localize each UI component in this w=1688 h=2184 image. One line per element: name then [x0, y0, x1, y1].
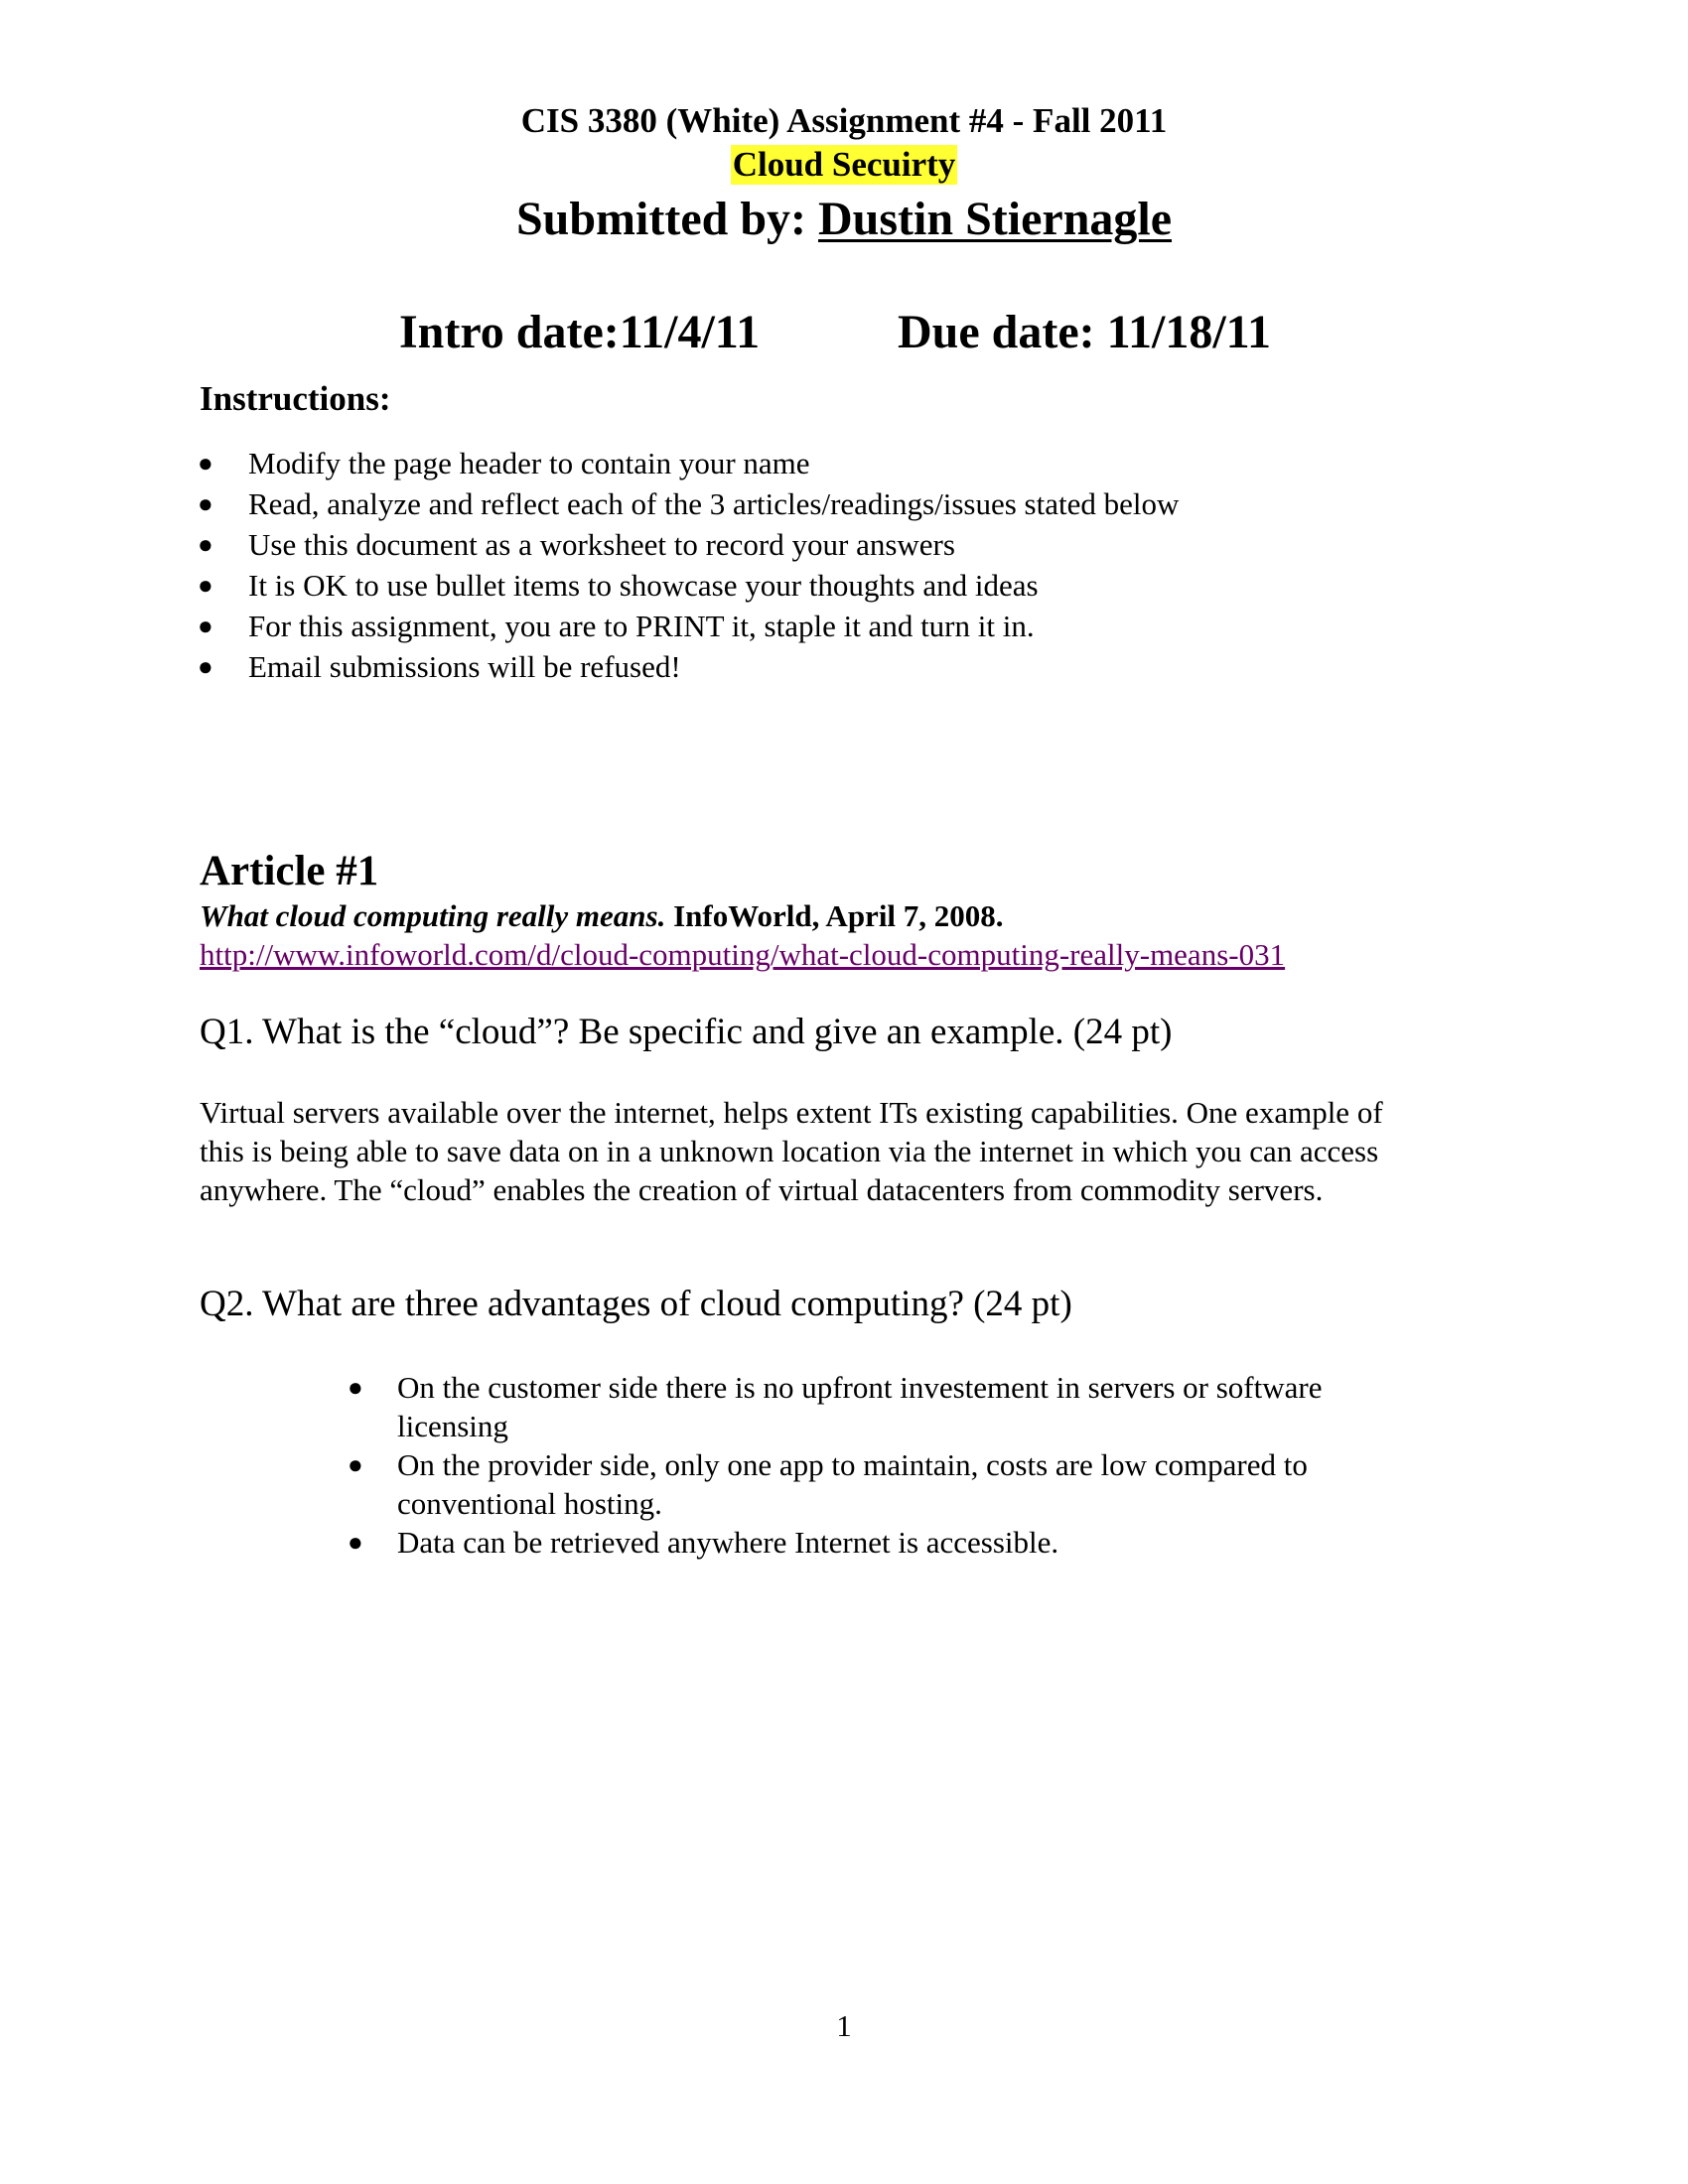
list-item: ● Data can be retrieved anywhere Internet is accessible. — [348, 1525, 1059, 1560]
answer-line: anywhere. The “cloud” enables the creation of virtual datacenters from commodity servers. — [200, 1172, 1324, 1207]
article-citation — [200, 897, 1004, 935]
article-link[interactable]: http://www.infoworld.com/d/cloud-computing/what-cloud-computing-really-means-031 — [200, 937, 1286, 972]
student-name: Dustin Stiernagle — [818, 193, 1173, 245]
instructions-heading: Instructions: — [200, 379, 391, 418]
list-item: ● On the customer side there is no upfront investement in servers or software licensing — [348, 1370, 1323, 1443]
citation-title: What cloud computing really means. — [200, 898, 666, 933]
submitted-by — [0, 191, 1688, 248]
bullet-icon: ● — [198, 489, 213, 518]
question-1: Q1. What is the “cloud”? Be specific and give an example. (24 pt) — [200, 1012, 1173, 1052]
page-number: 1 — [836, 2008, 852, 2043]
answer-1 — [200, 1093, 1500, 1209]
course-title: CIS 3380 (White) Assignment #4 - Fall 2011 — [520, 101, 1168, 140]
article-heading: Article #1 — [200, 848, 379, 894]
answer-line: Virtual servers available over the internet, helps extent ITs existing capabilities. One example of — [200, 1095, 1383, 1130]
topic-highlight: Cloud Secuirty — [732, 145, 956, 184]
bullet-icon: ● — [348, 1528, 363, 1557]
bullet-icon: ● — [348, 1373, 363, 1402]
list-item: ● On the provider side, only one app to maintain, costs are low compared to conventional hosting. — [348, 1447, 1308, 1521]
advantages-list — [0, 1368, 1430, 1562]
answer-line: this is being able to save data on in a unknown location via the internet in which you can access — [200, 1134, 1379, 1168]
submitted-label: Submitted by: — [515, 193, 819, 245]
document-page: CIS 3380 (White) Assignment #4 - Fall 2011 Cloud Secuirty Submitted by: Dustin Stiernagle Intro date:11/4/11 Due date: 11/18/11 Instructions: ● Modify the page header to contain your name ● Read, analyze and reflect each of the 3 articles/readings/issues stated below ● Use this document as a worksheet to record your answers ● It is OK to use bullet items to showcase your thoughts and ideas ● For this assignment, you are to PRINT it, staple it and turn it in. ● Email submissions will be refused! Article #1 What cloud computing really means. InfoWorld, April 7, 2008. http://www.infoworld.com/d/cloud-computing/what-cloud-computing-really-means-031 Q1. What is the “cloud”? Be specific and give an example. (24 pt) Virtual servers available over the internet, helps extent ITs existing capabilities. One example of this is being able to save data on in a unknown location via the internet in which you can access anywhere. The “cloud” enables the creation of virtual datacenters from commodity servers. Q2. What are three advantages of cloud computing? (24 pt) ● On the customer side there is no upfront investement in servers or software licensing ● On the provider side, only one app to maintain, costs are low compared to conventional hosting. ● Data can be retrieved anywhere Internet is accessible. 1 — [0, 0, 1688, 2184]
citation-source: InfoWorld, April 7, 2008. — [665, 898, 1004, 933]
bullet-icon: ● — [198, 652, 213, 681]
topic-row — [0, 145, 1688, 185]
bullet-icon: ● — [198, 530, 213, 559]
due-date: Due date: 11/18/11 — [898, 306, 1272, 358]
bullet-icon: ● — [198, 449, 213, 478]
question-2: Q2. What are three advantages of cloud computing? (24 pt) — [200, 1284, 1072, 1324]
intro-date: Intro date:11/4/11 — [399, 306, 761, 358]
bullet-icon: ● — [198, 612, 213, 640]
bullet-icon: ● — [198, 571, 213, 600]
bullet-icon: ● — [348, 1450, 363, 1479]
